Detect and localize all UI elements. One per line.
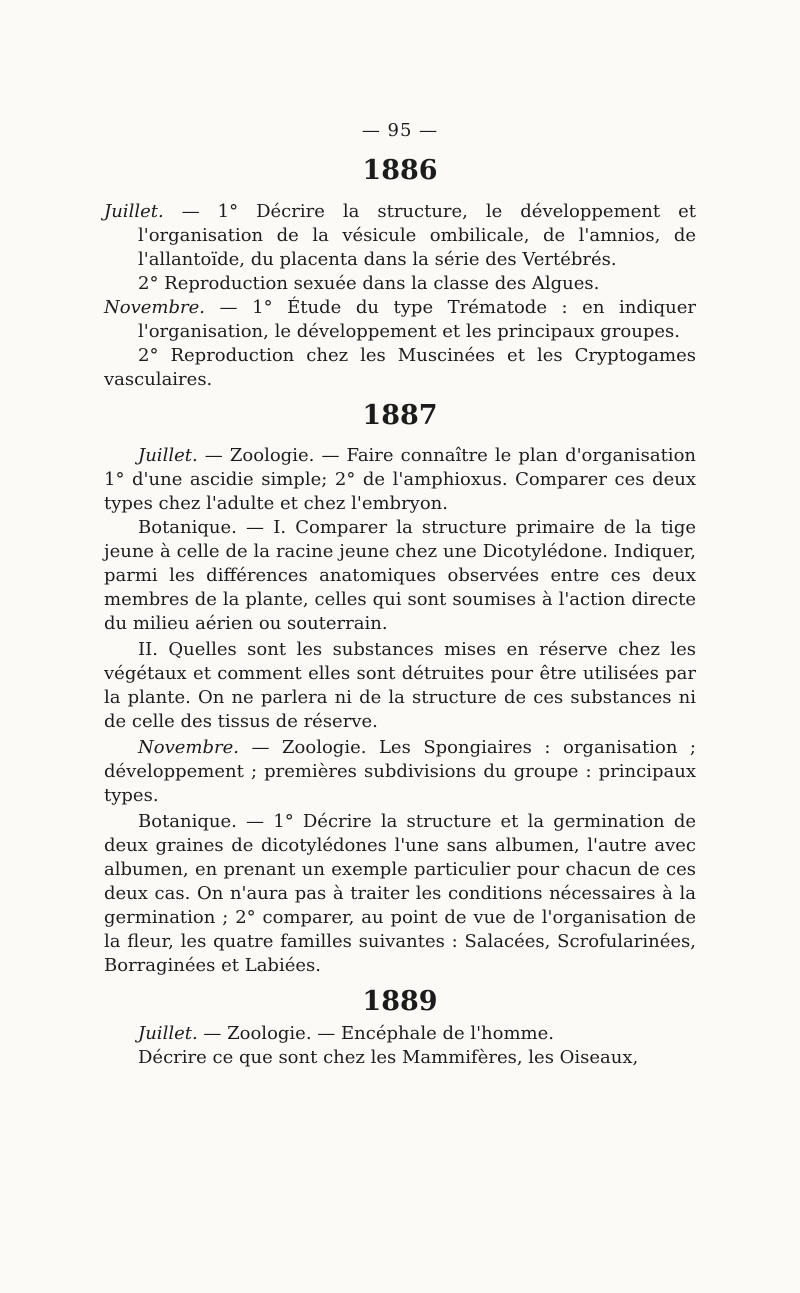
paragraph [104,200,696,272]
section-year-1889: 1889 [362,986,438,1017]
section-year-1886: 1886 [362,155,438,186]
paragraph-label: Novembre. [138,737,239,758]
paragraph-text: — 1° Décrire la structure, le développement et l'organisation de la vésicule ombilicale, de l'amnios, de l'allantoïde, du placenta dans la série des Vertébrés. [138,201,696,270]
paragraph [104,1022,696,1046]
paragraph-label: Juillet. [138,445,198,466]
paragraph-text: Décrire ce que sont chez les Mammifères, les Oiseaux, [138,1047,639,1068]
paragraph [104,516,696,636]
page-number: — 95 — [361,120,439,141]
section-year-1887: 1887 [362,400,438,431]
paragraph-label: Juillet. [104,201,164,222]
paragraph-label: Novembre. [104,297,205,318]
paragraph [104,810,696,978]
paragraph [104,1046,696,1070]
paragraph [104,638,696,734]
paragraph-text: Botanique. — I. Comparer la structure primaire de la tige jeune à celle de la racine jeune chez une Dicotylédone. Indiquer, parmi les différences anatomiques observées entre ces deux membres de la plante, celles qui sont soumises à l'action directe du milieu aérien ou souterrain. [104,517,696,634]
paragraph-text: — Zoologie. — Faire connaître le plan d'organisation 1° d'une ascidie simple; 2° de l'amphioxus. Comparer ces deux types chez l'adulte et chez l'embryon. [104,445,696,514]
paragraph-text: 2° Reproduction sexuée dans la classe des Algues. [138,273,600,294]
paragraph [104,296,696,344]
paragraph-text: — 1° Étude du type Trématode : en indiquer l'organisation, le développement et les principaux groupes. [138,297,696,342]
paragraph-text: II. Quelles sont les substances mises en réserve chez les végétaux et comment elles sont détruites pour être utilisées par la plante. On ne parlera ni de la structure de ces substances ni de celle des tissus de réserve. [104,639,696,732]
paragraph [104,444,696,516]
paragraph-text: — Zoologie. — Encéphale de l'homme. [197,1023,554,1044]
paragraph-text: 2° Reproduction chez les Muscinées et les Cryptogames vasculaires. [104,345,696,390]
paragraph [104,344,696,392]
paragraph [104,736,696,808]
paragraph-text: Botanique. — 1° Décrire la structure et la germination de deux graines de dicotylédones l'une sans albumen, l'autre avec albumen, en prenant un exemple particulier pour chacun de ces deux cas. On n'aura pas à traiter les conditions nécessaires à la germination ; 2° comparer, au point de vue de l'organisation de la fleur, les quatre familles suivantes : Salacées, Scrofularinées, Borraginées et Labiées. [104,811,696,976]
paragraph-label: Juillet. [138,1023,198,1044]
paragraph [104,272,696,296]
paragraph-text: — Zoologie. Les Spongiaires : organisation ; développement ; premières subdivisions du groupe : principaux types. [104,737,696,806]
